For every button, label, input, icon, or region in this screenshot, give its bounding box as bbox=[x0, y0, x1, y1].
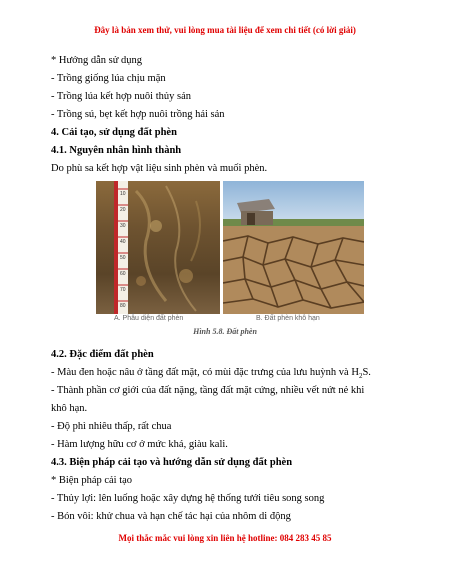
ruler-tick-label: 40 bbox=[120, 239, 126, 245]
hotline-banner: Mọi thắc mắc vui lòng xin liên hệ hotline: 084 283 45 85 bbox=[118, 533, 332, 543]
usage-item-2: - Trồng lúa kết hợp nuôi thủy sản bbox=[51, 91, 192, 102]
section-4-2-item-2-line-1: - Thành phần cơ giới của đất nặng, tầng đất mặt cứng, nhiều vết nứt nẻ khi bbox=[51, 385, 365, 396]
soil-profile-photo bbox=[96, 181, 220, 314]
ruler-tick-label: 80 bbox=[120, 303, 126, 309]
ruler-tick-label: 50 bbox=[120, 255, 126, 261]
section-4-heading: 4. Cải tạo, sử dụng đất phèn bbox=[51, 127, 177, 138]
usage-guide-heading: * Hướng dẫn sử dụng bbox=[51, 55, 143, 66]
usage-item-1: - Trồng giống lúa chịu mặn bbox=[51, 73, 166, 84]
ruler-tick-label: 30 bbox=[120, 223, 126, 229]
usage-item-3: - Trồng sú, bẹt kết hợp nuôi trồng hải sản bbox=[51, 109, 225, 120]
ruler-tick-label: 70 bbox=[120, 287, 126, 293]
section-4-2-item-1 bbox=[51, 366, 371, 383]
preview-notice-banner: Đây là bản xem thử, vui lòng mua tài liệu để xem chi tiết (có lời giải) bbox=[94, 25, 356, 35]
h2s-subscript: 2 bbox=[358, 372, 363, 381]
ruler-tick-label: 60 bbox=[120, 271, 126, 277]
dry-cracked-soil-photo bbox=[223, 181, 364, 314]
ruler-tick-label: 10 bbox=[120, 191, 126, 197]
section-4-2-item-2-line-2: khô hạn. bbox=[51, 403, 88, 414]
measure-liming: - Bón vôi: khử chua và hạn chế tác hại của nhôm di động bbox=[51, 511, 291, 522]
section-4-2-item-1-text: - Màu đen hoặc nâu ở tầng đất mặt, có mùi đặc trưng của lưu huỳnh và H bbox=[51, 367, 359, 378]
figure-title: Hình 5.8. Đất phèn bbox=[193, 327, 257, 336]
section-4-1-text: Do phù sa kết hợp vật liệu sinh phèn và muối phèn. bbox=[51, 163, 268, 174]
section-4-2-item-4: - Hàm lượng hữu cơ ở mức khá, giàu kali. bbox=[51, 439, 228, 450]
section-4-1-heading: 4.1. Nguyên nhân hình thành bbox=[51, 145, 182, 156]
measure-irrigation: - Thủy lợi: lên luống hoặc xây dựng hệ thống tưới tiêu song song bbox=[51, 493, 325, 504]
ruler-tick-label: 20 bbox=[120, 207, 126, 213]
section-4-3-heading: 4.3. Biện pháp cải tạo và hướng dẫn sử dụng đất phèn bbox=[51, 457, 293, 468]
photo-b-caption: B. Đất phèn khô hạn bbox=[256, 315, 320, 322]
section-4-2-item-1-end: S. bbox=[362, 367, 371, 378]
photo-a-caption: A. Phẫu diện đất phèn bbox=[114, 315, 184, 322]
section-4-2-item-3: - Độ phì nhiêu thấp, rất chua bbox=[51, 421, 172, 432]
section-4-2-heading: 4.2. Đặc điểm đất phèn bbox=[51, 349, 154, 360]
improvement-measures-heading: * Biện pháp cải tạo bbox=[51, 475, 133, 486]
